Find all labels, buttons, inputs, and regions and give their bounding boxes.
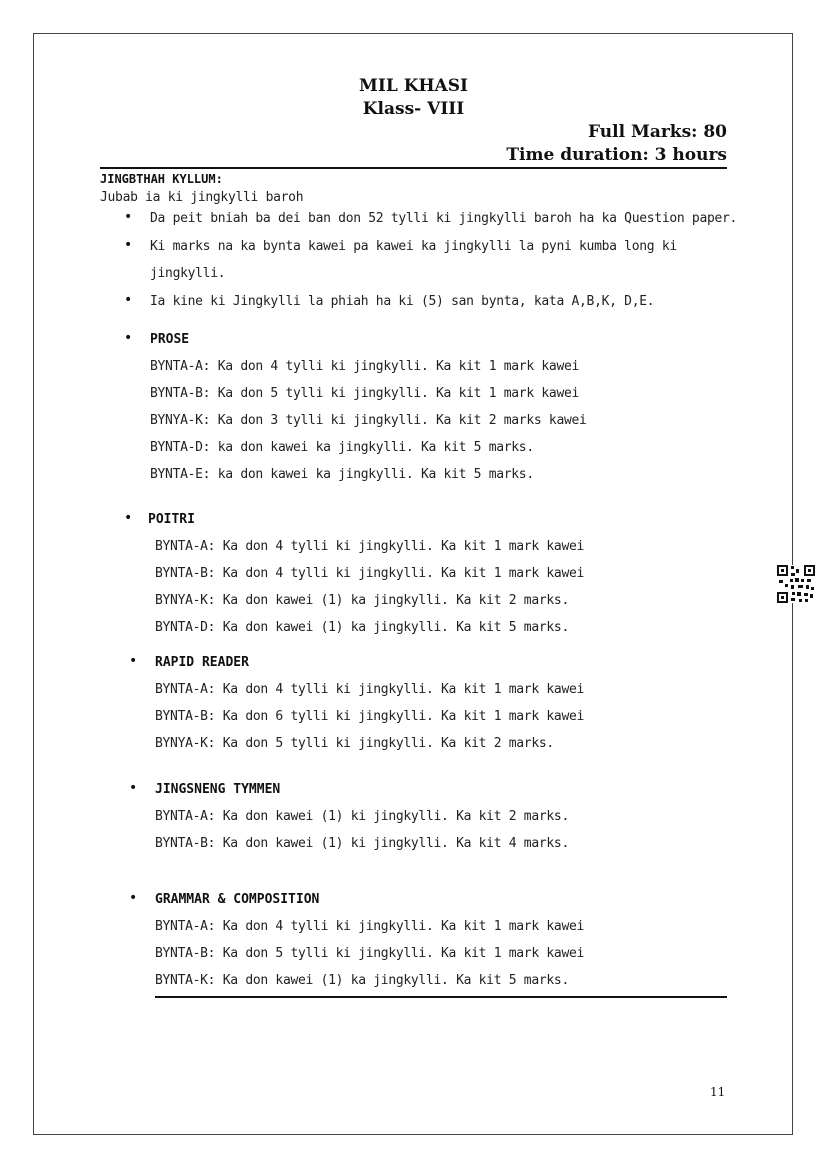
section-line: BYNTA-A: Ka don 4 tylli ki jingkylli. Ka kit 1 mark kawei xyxy=(155,919,585,934)
bullet-icon: • xyxy=(124,330,133,346)
section-title-rapid-reader: RAPID READER xyxy=(155,655,249,670)
footer-rule xyxy=(155,996,727,998)
instructions-heading: JINGBTHAH KYLLUM: xyxy=(100,172,223,186)
qr-code-icon xyxy=(777,565,815,603)
instruction-item: Ia kine ki Jingkylli la phiah ha ki (5) san bynta, kata A,B,K, D,E. xyxy=(150,294,655,309)
bullet-icon: • xyxy=(124,292,133,308)
section-line: BYNTA-K: Ka don kawei (1) ka jingkylli. Ka kit 5 marks. xyxy=(155,973,569,988)
header-rule xyxy=(100,167,727,169)
section-title-prose: PROSE xyxy=(150,332,190,347)
instruction-item-continued: jingkylli. xyxy=(150,266,226,281)
page-number: 11 xyxy=(710,1085,726,1099)
section-line: BYNYA-K: Ka don 5 tylli ki jingkylli. Ka kit 2 marks. xyxy=(155,736,554,751)
bullet-icon: • xyxy=(129,780,138,796)
instructions-intro: Jubab ia ki jingkylli baroh xyxy=(100,190,304,205)
section-line: BYNTA-B: Ka don 6 tylli ki jingkylli. Ka kit 1 mark kawei xyxy=(155,709,585,724)
section-line: BYNTA-D: ka don kawei ka jingkylli. Ka kit 5 marks. xyxy=(150,440,534,455)
bullet-icon: • xyxy=(129,890,138,906)
document-title: MIL KHASI xyxy=(359,76,468,96)
section-line: BYNYA-K: Ka don kawei (1) ka jingkylli. Ka kit 2 marks. xyxy=(155,593,569,608)
bullet-icon: • xyxy=(124,510,133,526)
section-title-grammar-composition: GRAMMAR & COMPOSITION xyxy=(155,892,320,907)
section-title-poitri: POITRI xyxy=(148,512,195,527)
section-line: BYNTA-A: Ka don 4 tylli ki jingkylli. Ka kit 1 mark kawei xyxy=(155,682,585,697)
bullet-icon: • xyxy=(124,209,133,225)
section-line: BYNTA-B: Ka don 5 tylli ki jingkylli. Ka kit 1 mark kawei xyxy=(150,386,580,401)
full-marks: Full Marks: 80 xyxy=(588,122,727,142)
section-line: BYNTA-A: Ka don 4 tylli ki jingkylli. Ka kit 1 mark kawei xyxy=(150,359,580,374)
bullet-icon: • xyxy=(129,653,138,669)
time-duration: Time duration: 3 hours xyxy=(506,145,727,165)
section-line: BYNTA-B: Ka don 4 tylli ki jingkylli. Ka kit 1 mark kawei xyxy=(155,566,585,581)
section-title-jingsneng-tymmen: JINGSNENG TYMMEN xyxy=(155,782,281,797)
section-line: BYNTA-B: Ka don kawei (1) ki jingkylli. Ka kit 4 marks. xyxy=(155,836,569,851)
section-line: BYNTA-B: Ka don 5 tylli ki jingkylli. Ka kit 1 mark kawei xyxy=(155,946,585,961)
document-subtitle: Klass- VIII xyxy=(362,99,465,119)
section-line: BYNTA-E: ka don kawei ka jingkylli. Ka kit 5 marks. xyxy=(150,467,534,482)
bullet-icon: • xyxy=(124,237,133,253)
section-line: BYNTA-A: Ka don 4 tylli ki jingkylli. Ka kit 1 mark kawei xyxy=(155,539,585,554)
section-line: BYNTA-D: Ka don kawei (1) ka jingkylli. Ka kit 5 marks. xyxy=(155,620,569,635)
instruction-item: Da peit bniah ba dei ban don 52 tylli ki jingkylli baroh ha ka Question paper. xyxy=(150,211,738,226)
instruction-item: Ki marks na ka bynta kawei pa kawei ka jingkylli la pyni kumba long ki xyxy=(150,239,677,254)
section-line: BYNTA-A: Ka don kawei (1) ki jingkylli. Ka kit 2 marks. xyxy=(155,809,569,824)
section-line: BYNYA-K: Ka don 3 tylli ki jingkylli. Ka kit 2 marks kawei xyxy=(150,413,587,428)
